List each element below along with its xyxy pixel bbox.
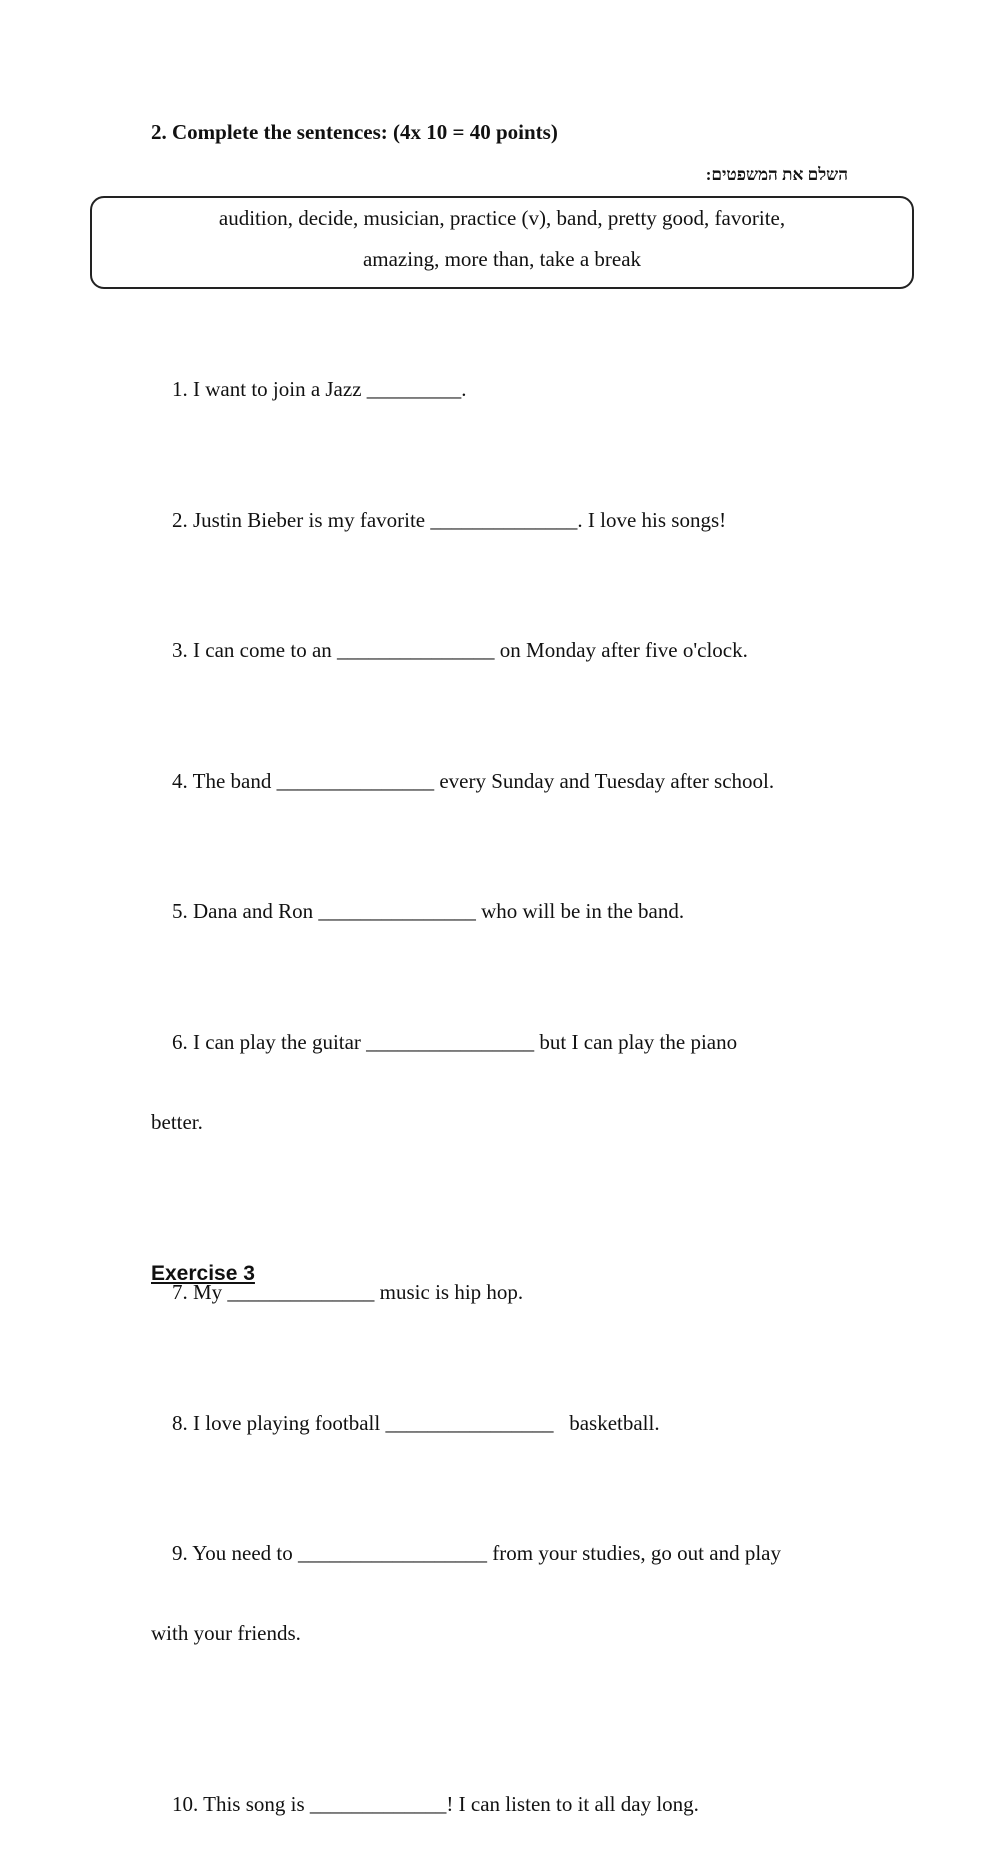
sentence-text: 4. The band _______________ every Sunday and Tuesday after school. (172, 768, 775, 793)
sentence-7 (151, 1232, 851, 1352)
sentence-text: 6. I can play the guitar ________________ but I can play the piano (172, 1029, 738, 1054)
sentence-text: 10. This song is _____________! I can listen to it all day long. (172, 1791, 699, 1816)
hebrew-instruction: השלם את המשפטים: (705, 165, 848, 184)
sentence-text: 7. My ______________ music is hip hop. (172, 1280, 524, 1304)
sentence-5 (151, 851, 851, 971)
sentence-8 (151, 1363, 851, 1483)
sentence-continuation: with your friends. (151, 1621, 301, 1645)
sentence-2 (151, 460, 851, 580)
sentence-4 (151, 721, 851, 841)
sentence-list (151, 329, 851, 1874)
word-bank-line-2: amazing, more than, take a break (362, 247, 642, 271)
section-heading: 2. Complete the sentences: (4x 10 = 40 points) (151, 120, 558, 144)
sentence-text: 2. Justin Bieber is my favorite ______________. I love his songs! (172, 507, 727, 532)
sentence-10 (151, 1744, 851, 1864)
sentence-continuation: better. (151, 1109, 203, 1134)
sentence-text: 8. I love playing football ________________ basketball. (172, 1410, 660, 1435)
word-bank-box (90, 196, 914, 289)
sentence-1 (151, 329, 851, 449)
sentence-text: 9. You need to __________________ from your studies, go out and play (172, 1541, 781, 1565)
sentence-text: 5. Dana and Ron _______________ who will be in the band. (172, 899, 685, 923)
sentence-6 (151, 982, 851, 1222)
word-bank-line-1: audition, decide, musician, practice (v), band, pretty good, favorite, (218, 206, 786, 230)
sentence-9 (151, 1493, 851, 1733)
sentence-text: 1. I want to join a Jazz _________. (172, 377, 467, 401)
exercise-3-title: Exercise 3 (151, 1262, 255, 1285)
sentence-3 (151, 590, 851, 710)
sentence-text: 3. I can come to an _______________ on Monday after five o'clock. (172, 638, 748, 662)
